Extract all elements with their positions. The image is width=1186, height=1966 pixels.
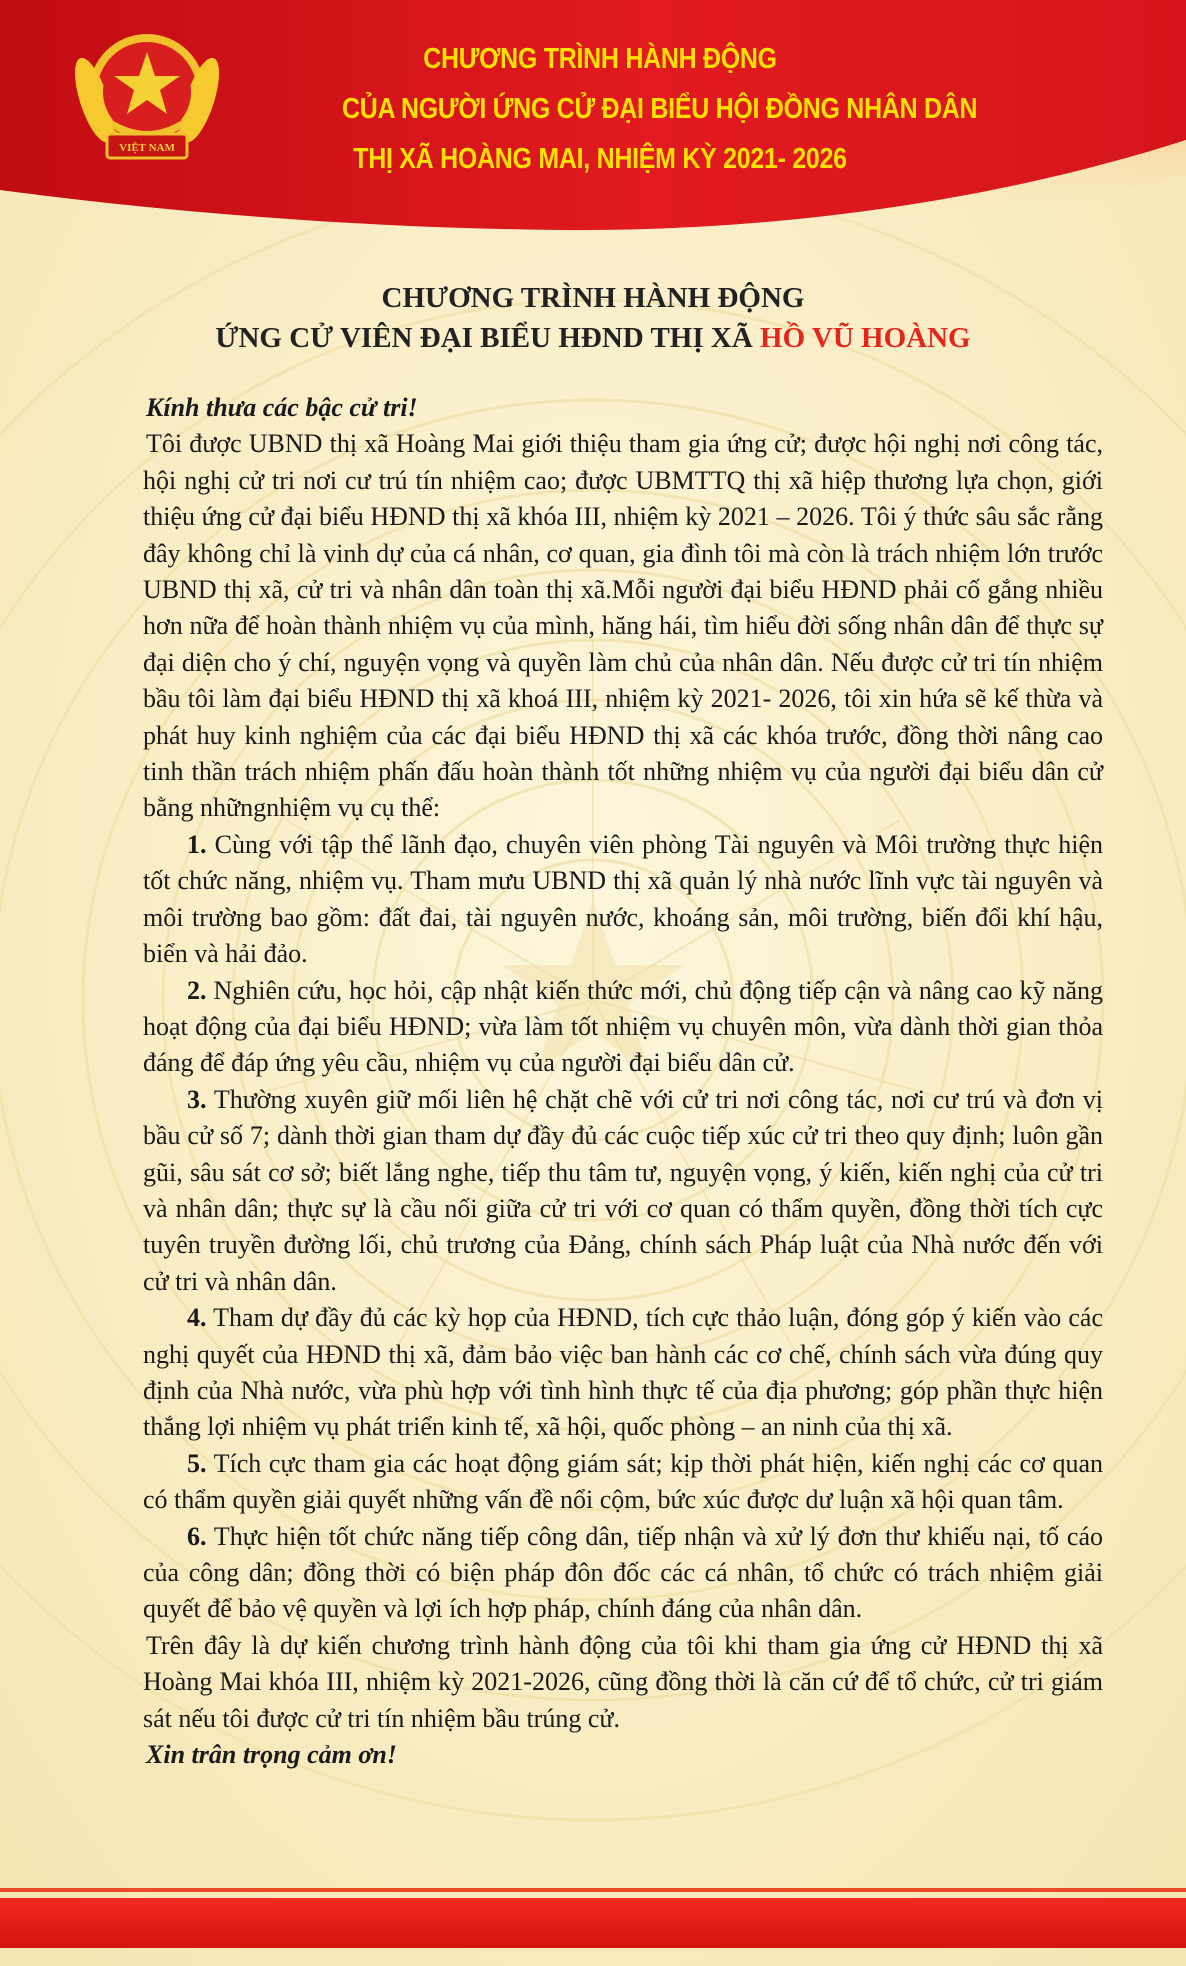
conclusion-paragraph: Trên đây là dự kiến chương trình hành động của tôi khi tham gia ứng cử HĐND thị xã Hoàng Mai khóa III, nhiệm kỳ 2021-2026, cũng đồng thời là căn cứ để tổ chức, cử tri giám sát nếu tôi được cử tri tín nhiệm bầu trúng cử. [143,1630,1103,1733]
header-line-1: CHƯƠNG TRÌNH HÀNH ĐỘNG [423,43,777,75]
header-titles [300,34,978,184]
title-line-2-prefix: ỨNG CỬ VIÊN ĐẠI BIỂU HĐND THỊ XÃ [215,322,761,354]
candidate-name: HỒ VŨ HOÀNG [760,322,971,354]
item-text: Cùng với tập thể lãnh đạo, chuyên viên phòng Tài nguyên và Môi trường thực hiện tốt chức năng, nhiệm vụ. Tham mưu UBND thị xã quản lý nhà nước lĩnh vực tài nguyên và môi trường bao gồm: đất đai, tài nguyên nước, khoáng sản, môi trường, biến đổi khí hậu, biển và hải đảo. [143,829,1103,969]
list-item [143,973,1103,1082]
intro-text: Tôi được UBND thị xã Hoàng Mai giới thiệu tham gia ứng cử; được hội nghị nơi công tác, hội nghị cử tri nơi cư trú tín nhiệm cao; được UBMTTQ thị xã hiệp thương lựa chọn, giới thiệu ứng cử đại biểu HĐND thị xã khóa III, nhiệm kỳ 2021 – 2026. Tôi ý thức sâu sắc rằng đây không chỉ là vinh dự của cá nhân, cơ quan, gia đình tôi mà còn là trách nhiệm lớn trước UBND thị xã, cử tri và nhân dân toàn thị xã.Mỗi người đại biểu HĐND phải cố gắng nhiều hơn nữa để hoàn thành nhiệm vụ của mình, hăng hái, tìm hiểu đời sống nhân dân để thực sự đại diện cho ý chí, nguyện vọng và quyền làm chủ của nhân dân. Nếu được cử tri tín nhiệm bầu tôi làm đại biểu HĐND thị xã khoá III, nhiệm kỳ 2021- 2026, tôi xin hứa sẽ kế thừa và phát huy kinh nghiệm của các đại biểu HĐND thị xã các khóa trước, đồng thời nâng cao tinh thần trách nhiệm phấn đấu hoàn thành tốt những nhiệm vụ của người đại biểu dân cử bằng nhữngnhiệm vụ cụ thể: [143,429,1103,823]
item-text: Thường xuyên giữ mối liên hệ chặt chẽ với cử tri nơi công tác, nơi cư trú và đơn vị bầu cử số 7; dành thời gian tham dự đầy đủ các cuộc tiếp xúc cử tri theo quy định; luôn gần gũi, sâu sát cơ sở; biết lắng nghe, tiếp thu tâm tư, nguyện vọng, ý kiến, kiến nghị của cử tri và nhân dân; thực sự là cầu nối giữa cử tri với cơ quan có thẩm quyền, đồng thời tích cực tuyên truyền đường lối, chủ trương của Đảng, chính sách Pháp luật của Nhà nước đến với cử tri và nhân dân. [143,1084,1103,1296]
title-line-1: CHƯƠNG TRÌNH HÀNH ĐỘNG [381,282,805,314]
list-item [143,1082,1103,1300]
header-line-2: CỦA NGƯỜI ỨNG CỬ ĐẠI BIỂU HỘI ĐỒNG NHÂN DÂN [342,93,978,125]
document-title [0,278,1186,358]
item-number: 3. [187,1084,207,1114]
item-number: 2. [187,975,207,1005]
intro-paragraph [143,426,1103,826]
emblem-text: VIỆT NAM [119,142,175,154]
header-line-3: THỊ XÃ HOÀNG MAI, NHIỆM KỲ 2021- 2026 [353,143,847,175]
item-text: Nghiên cứu, học hỏi, cập nhật kiến thức mới, chủ động tiếp cận và nâng cao kỹ năng hoạt động của đại biểu HĐND; vừa làm tốt nhiệm vụ chuyên môn, vừa dành thời gian thỏa đáng để đáp ứng yêu cầu, nhiệm vụ của người đại biểu dân cử. [143,975,1103,1078]
item-number: 1. [187,829,207,859]
list-item [143,1519,1103,1628]
item-text: Thực hiện tốt chức năng tiếp công dân, tiếp nhận và xử lý đơn thư khiếu nại, tố cáo của công dân; đồng thời có biện pháp đôn đốc các cá nhân, tổ chức có trách nhiệm giải quyết để bảo vệ quyền và lợi ích hợp pháp, chính đáng của nhân dân. [143,1521,1103,1624]
document-body [143,390,1103,1773]
item-number: 5. [187,1448,207,1478]
national-emblem-icon [72,30,222,170]
list-item [143,1300,1103,1446]
item-text: Tham dự đầy đủ các kỳ họp của HĐND, tích cực thảo luận, đóng góp ý kiến vào các nghị quyết của HĐND thị xã, đảm bảo việc ban hành các cơ chế, chính sách vừa đúng quy định của Nhà nước, vừa phù hợp với tình hình thực tế của địa phương; góp phần thực hiện thắng lợi nhiệm vụ phát triển kinh tế, xã hội, quốc phòng – an ninh của thị xã. [143,1303,1103,1442]
footer-accent-line [0,1888,1186,1892]
item-number: 4. [187,1303,207,1333]
item-number: 6. [187,1521,207,1551]
list-item [143,827,1103,973]
item-text: Tích cực tham gia các hoạt động giám sát; kịp thời phát hiện, kiến nghị các cơ quan có thẩm quyền giải quyết những vấn đề nổi cộm, bức xúc được dư luận xã hội quan tâm. [143,1448,1103,1515]
closing-line: Xin trân trọng cảm ơn! [146,1740,397,1770]
list-item [143,1446,1103,1519]
title-line-2 [0,318,1186,358]
greeting: Kính thưa các bậc cử tri! [146,393,418,422]
footer-bar [0,1898,1186,1948]
